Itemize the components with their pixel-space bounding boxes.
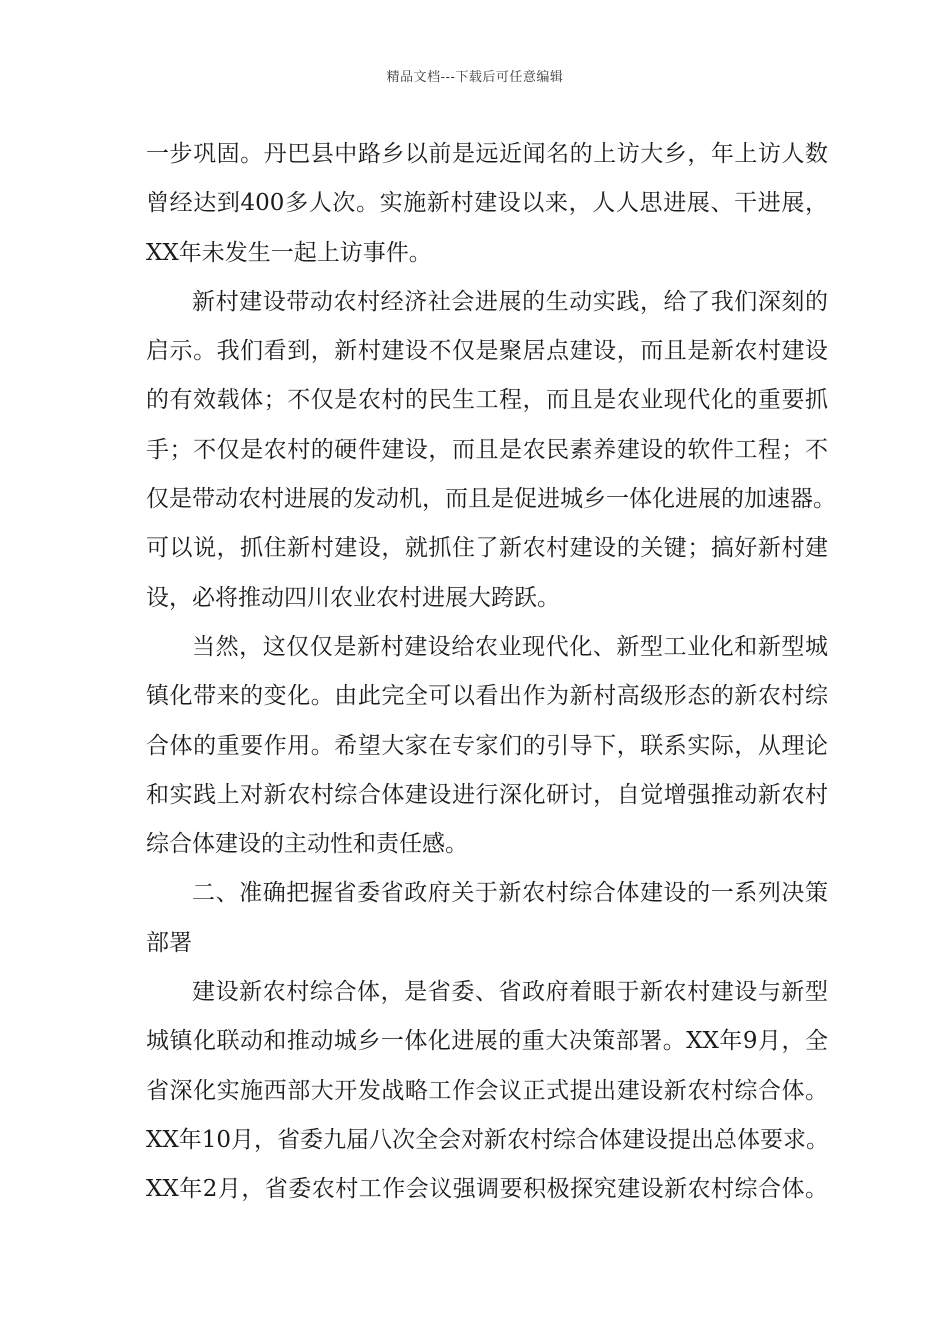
text-line: 曾经达到400多人次。实施新村建设以来，人人思进展、干进展， [146,190,828,217]
paragraph [146,623,828,869]
document-body [146,130,836,1215]
text-line: 一步巩固。丹巴县中路乡以前是远近闻名的上访大乡，年上访人数 [146,141,828,167]
text-line: 综合体建设的主动性和责任感。 [146,831,468,858]
paragraph [146,968,828,1214]
text-line: XX年10月，省委九届八次全会对新农村综合体建设提出总体要求。 [146,1126,830,1153]
text-line: 合体的重要作用。希望大家在专家们的引导下，联系实际，从理论 [146,732,828,759]
text-line: 当然，这仅仅是新村建设给农业现代化、新型工业化和新型城 [192,633,828,660]
text-line: 二、准确把握省委省政府关于新农村综合体建设的一系列决策 [192,880,828,907]
text-line: 手；不仅是农村的硬件建设，而且是农民素养建设的软件工程；不 [146,436,828,463]
header-text: 精品文档---下载后可任意编辑 [386,70,564,85]
text-line: 镇化带来的变化。由此完全可以看出作为新村高级形态的新农村综 [146,683,828,710]
paragraph [146,278,836,623]
text-line: 部署 [146,929,192,956]
text-line: 设，必将推动四川农业农村进展大跨跃。 [146,584,560,611]
text-line: 城镇化联动和推动城乡一体化进展的重大决策部署。XX年9月，全 [146,1028,828,1055]
text-line: XX年未发生一起上访事件。 [146,239,432,266]
text-line: 仅是带动农村进展的发动机，而且是促进城乡一体化进展的加速器。 [146,486,836,513]
text-line: XX年2月，省委农村工作会议强调要积极探究建设新农村综合体。 [146,1176,828,1203]
text-line: 的有效载体；不仅是农村的民生工程，而且是农业现代化的重要抓 [146,387,828,414]
text-line: 新村建设带动农村经济社会进展的生动实践，给了我们深刻的 [192,288,828,315]
text-line: 和实践上对新农村综合体建设进行深化研讨，自觉增强推动新农村 [146,781,828,808]
section-heading [146,869,828,968]
text-line: 省深化实施西部大开发战略工作会议正式提出建设新农村综合体。 [146,1077,828,1104]
paragraph [146,130,828,278]
text-line: 建设新农村综合体，是省委、省政府着眼于新农村建设与新型 [192,979,828,1006]
page-header [0,66,950,85]
text-line: 可以说，抓住新村建设，就抓住了新农村建设的关键；搞好新村建 [146,535,828,562]
text-line: 启示。我们看到，新村建设不仅是聚居点建设，而且是新农村建设 [146,338,828,365]
